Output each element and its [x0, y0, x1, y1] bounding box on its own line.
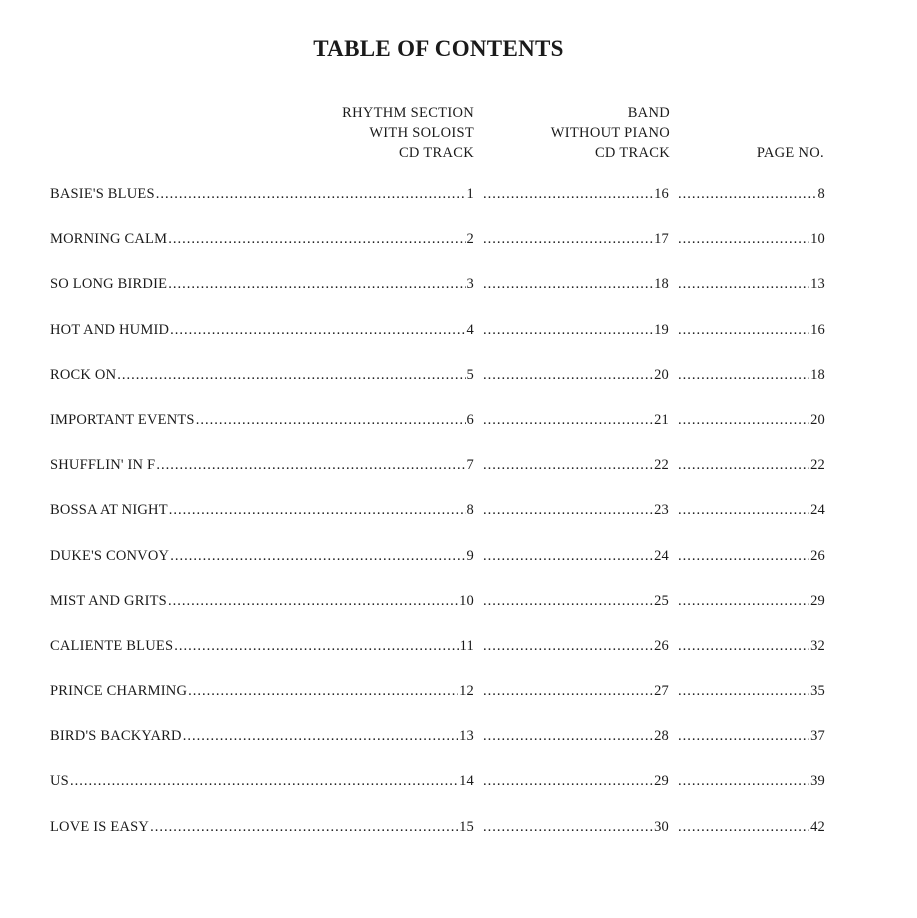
title-cell	[50, 819, 474, 841]
song-title: BIRD'S BACKYARD	[50, 728, 182, 745]
toc-row	[50, 186, 825, 231]
rhythm-track-number: 5	[466, 366, 474, 383]
page-cell	[677, 593, 825, 615]
page-cell	[677, 819, 825, 841]
page-number: 39	[810, 773, 825, 790]
leader-dots	[678, 773, 809, 790]
header-page-no	[757, 143, 824, 163]
band-track-number: 20	[654, 366, 669, 383]
page-number: 24	[810, 502, 825, 519]
title-cell	[50, 412, 474, 434]
song-title: HOT AND HUMID	[50, 321, 170, 338]
title-cell	[50, 683, 474, 705]
title-cell	[50, 773, 474, 795]
song-title: BOSSA AT NIGHT	[50, 502, 168, 519]
song-title: PRINCE CHARMING	[50, 683, 188, 700]
leader-dots	[483, 728, 653, 745]
toc-row	[50, 773, 825, 818]
page-cell	[677, 322, 825, 344]
page-cell	[677, 457, 825, 479]
toc-row	[50, 548, 825, 593]
rhythm-track-number: 15	[459, 818, 474, 835]
title-cell	[50, 457, 474, 479]
rhythm-track-number: 6	[466, 411, 474, 428]
rhythm-track-number: 3	[466, 276, 474, 293]
band-track-number: 23	[654, 502, 669, 519]
leader-dots	[483, 186, 653, 203]
rhythm-track-number: 4	[466, 321, 474, 338]
page-cell	[677, 367, 825, 389]
page-number: 29	[810, 592, 825, 609]
leader-dots	[168, 231, 465, 248]
header-band-without-piano	[551, 103, 670, 163]
title-cell	[50, 231, 474, 253]
page-cell	[677, 548, 825, 570]
leader-dots	[483, 231, 653, 248]
band-cell	[482, 638, 669, 660]
band-track-number: 25	[654, 592, 669, 609]
leader-dots	[678, 502, 809, 519]
band-cell	[482, 683, 669, 705]
leader-dots	[150, 819, 458, 836]
band-track-number: 28	[654, 728, 669, 745]
band-cell	[482, 231, 669, 253]
toc-row	[50, 322, 825, 367]
header-rhythm-line-1: RHYTHM SECTION	[342, 105, 474, 121]
rhythm-track-number: 14	[459, 773, 474, 790]
leader-dots	[678, 412, 809, 429]
page-number: 16	[810, 321, 825, 338]
leader-dots	[678, 276, 809, 293]
rhythm-track-number: 13	[459, 728, 474, 745]
contents-list	[50, 186, 825, 864]
page-number: 35	[810, 683, 825, 700]
rhythm-track-number: 11	[459, 637, 474, 654]
title-cell	[50, 638, 474, 660]
rhythm-track-number: 8	[466, 502, 474, 519]
page-number: 42	[810, 818, 825, 835]
song-title: DUKE'S CONVOY	[50, 547, 170, 564]
rhythm-track-number: 7	[466, 457, 474, 474]
toc-row	[50, 683, 825, 728]
toc-row	[50, 276, 825, 321]
band-track-number: 16	[654, 186, 669, 202]
toc-row	[50, 728, 825, 773]
title-cell	[50, 276, 474, 298]
title-cell	[50, 728, 474, 750]
leader-dots	[483, 412, 653, 429]
header-band-line-1: BAND	[627, 105, 670, 121]
leader-dots	[483, 593, 653, 610]
leader-dots	[483, 548, 653, 565]
leader-dots	[678, 683, 809, 700]
title-cell	[50, 186, 474, 208]
toc-row	[50, 819, 825, 864]
page-number: 18	[810, 366, 825, 383]
band-cell	[482, 412, 669, 434]
leader-dots	[483, 322, 653, 339]
song-title: CALIENTE BLUES	[50, 637, 174, 654]
page-number: 26	[810, 547, 825, 564]
leader-dots	[483, 502, 653, 519]
band-cell	[482, 819, 669, 841]
song-title: ROCK ON	[50, 366, 117, 383]
leader-dots	[196, 412, 466, 429]
song-title: MORNING CALM	[50, 231, 168, 248]
band-track-number: 22	[654, 457, 669, 474]
leader-dots	[678, 548, 809, 565]
header-page-label: PAGE NO.	[756, 145, 824, 161]
band-cell	[482, 502, 669, 524]
song-title: MIST AND GRITS	[50, 592, 167, 609]
band-cell	[482, 593, 669, 615]
rhythm-track-number: 12	[459, 683, 474, 700]
rhythm-track-number: 10	[459, 592, 474, 609]
page-cell	[677, 276, 825, 298]
band-track-number: 26	[654, 637, 669, 654]
title-cell	[50, 502, 474, 524]
leader-dots	[169, 502, 466, 519]
header-band-line-2: WITHOUT PIANO	[550, 125, 670, 141]
leader-dots	[483, 683, 653, 700]
band-track-number: 19	[654, 321, 669, 338]
page-cell	[677, 502, 825, 524]
toc-row	[50, 412, 825, 457]
leader-dots	[678, 231, 809, 248]
page-cell	[677, 683, 825, 705]
band-track-number: 17	[654, 231, 669, 248]
leader-dots	[168, 593, 458, 610]
title-cell	[50, 548, 474, 570]
band-track-number: 27	[654, 683, 669, 700]
band-track-number: 24	[654, 547, 669, 564]
toc-row	[50, 638, 825, 683]
page-cell	[677, 412, 825, 434]
song-title: LOVE IS EASY	[50, 818, 150, 835]
page-cell	[677, 728, 825, 750]
page-number: 32	[810, 637, 825, 654]
band-track-number: 30	[654, 818, 669, 835]
band-cell	[482, 367, 669, 389]
leader-dots	[174, 638, 458, 655]
page-title: TABLE OF CONTENTS	[313, 36, 564, 61]
header-band-line-3: CD TRACK	[594, 145, 670, 161]
song-title: BASIE'S BLUES	[50, 186, 155, 202]
leader-dots	[483, 819, 653, 836]
title-cell	[50, 322, 474, 344]
leader-dots	[170, 322, 465, 339]
title-cell	[50, 593, 474, 615]
leader-dots	[678, 593, 809, 610]
leader-dots	[678, 728, 809, 745]
leader-dots	[483, 773, 653, 790]
leader-dots	[170, 548, 465, 565]
page-number: 8	[817, 186, 825, 202]
page-cell	[677, 186, 825, 208]
leader-dots	[678, 322, 809, 339]
header-rhythm-line-3: CD TRACK	[398, 145, 474, 161]
band-track-number: 21	[654, 411, 669, 428]
toc-row	[50, 457, 825, 502]
leader-dots	[168, 276, 465, 293]
band-track-number: 18	[654, 276, 669, 293]
leader-dots	[156, 457, 465, 474]
page-cell	[677, 638, 825, 660]
band-cell	[482, 276, 669, 298]
leader-dots	[117, 367, 465, 384]
leader-dots	[678, 819, 809, 836]
page-cell	[677, 231, 825, 253]
page-number: 13	[810, 276, 825, 293]
leader-dots	[483, 457, 653, 474]
page-number: 37	[810, 728, 825, 745]
band-cell	[482, 728, 669, 750]
band-cell	[482, 322, 669, 344]
toc-row	[50, 231, 825, 276]
band-cell	[482, 186, 669, 208]
leader-dots	[678, 186, 817, 203]
leader-dots	[678, 457, 809, 474]
song-title: SHUFFLIN' IN F	[50, 457, 156, 474]
rhythm-track-number: 1	[466, 186, 474, 202]
leader-dots	[483, 276, 653, 293]
rhythm-track-number: 9	[466, 547, 474, 564]
header-rhythm-section	[342, 103, 474, 163]
leader-dots	[183, 728, 458, 745]
page-number: 22	[810, 457, 825, 474]
leader-dots	[483, 638, 653, 655]
song-title: US	[50, 773, 69, 790]
leader-dots	[156, 186, 466, 203]
band-cell	[482, 548, 669, 570]
rhythm-track-number: 2	[466, 231, 474, 248]
toc-row	[50, 502, 825, 547]
page-cell	[677, 773, 825, 795]
song-title: IMPORTANT EVENTS	[50, 411, 195, 428]
band-track-number: 29	[654, 773, 669, 790]
leader-dots	[678, 638, 809, 655]
header-rhythm-line-2: WITH SOLOIST	[369, 125, 474, 141]
leader-dots	[678, 367, 809, 384]
page-number: 10	[810, 231, 825, 248]
toc-row	[50, 367, 825, 412]
song-title: SO LONG BIRDIE	[50, 276, 168, 293]
leader-dots	[483, 367, 653, 384]
title-cell	[50, 367, 474, 389]
toc-row	[50, 593, 825, 638]
page-number: 20	[810, 411, 825, 428]
leader-dots	[70, 773, 458, 790]
band-cell	[482, 773, 669, 795]
leader-dots	[188, 683, 458, 700]
band-cell	[482, 457, 669, 479]
